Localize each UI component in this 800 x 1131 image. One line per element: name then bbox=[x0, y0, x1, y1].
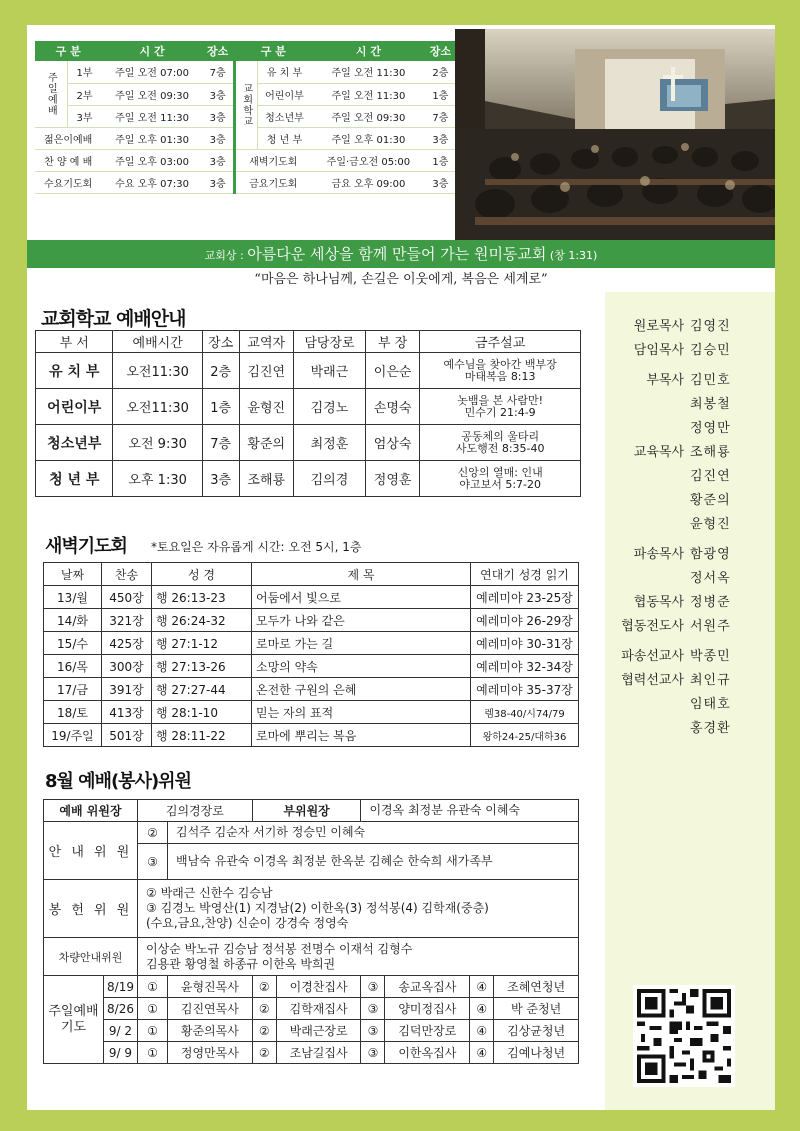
date: 16/목 bbox=[44, 655, 102, 678]
mark: ① bbox=[138, 976, 168, 998]
subject: 어둠에서 빛으로 bbox=[252, 586, 471, 609]
reading: 예레미야 30-31장 bbox=[471, 632, 579, 655]
staff-name: 김영진 bbox=[690, 319, 731, 334]
elder: 최정훈 bbox=[293, 425, 365, 461]
hymn: 300장 bbox=[102, 655, 152, 678]
room: 3층 bbox=[203, 83, 234, 105]
subject: 온전한 구원의 은혜 bbox=[252, 678, 471, 701]
staff-title bbox=[605, 465, 690, 489]
committee-table bbox=[43, 799, 579, 1064]
banner-prefix: 교회상 : bbox=[204, 249, 248, 262]
head: 손명숙 bbox=[365, 389, 419, 425]
col-time: 시 간 bbox=[101, 41, 202, 61]
time: 오전 9:30 bbox=[113, 425, 202, 461]
prayer-1: 황준의목사 bbox=[168, 1020, 253, 1042]
staff-name: 조해룡 bbox=[690, 445, 731, 460]
staff-title bbox=[605, 717, 690, 741]
subject: 모두가 나와 같은 bbox=[252, 609, 471, 632]
staff-name: 정서옥 bbox=[690, 571, 731, 586]
part: 금요기도회 bbox=[234, 171, 311, 193]
time: 주일 오전 11:30 bbox=[101, 105, 202, 127]
subject: 믿는 자의 표적 bbox=[252, 701, 471, 724]
col-head: 부 장 bbox=[365, 331, 419, 353]
part: 어린이부 bbox=[257, 83, 311, 105]
banner-reference: (창 1:31) bbox=[546, 249, 598, 262]
staff-row bbox=[605, 339, 775, 363]
col-sermon: 금주설교 bbox=[420, 331, 581, 353]
col-room-2: 장소 bbox=[426, 41, 455, 61]
church-motto: “마음은 하나님께, 손길은 이웃에게, 복음은 세계로” bbox=[254, 272, 548, 287]
room: 1층 bbox=[426, 149, 455, 171]
date: 17/금 bbox=[44, 678, 102, 701]
table-row bbox=[44, 609, 579, 632]
staff-title: 담임목사 bbox=[633, 343, 684, 358]
reading: 렘38-40/시74/79 bbox=[471, 701, 579, 724]
table-row bbox=[44, 998, 579, 1020]
mark: ③ bbox=[361, 998, 385, 1020]
time: 주일 오후 03:00 bbox=[101, 149, 202, 171]
staff-row bbox=[605, 669, 775, 693]
offering-label: 봉 헌 위 원 bbox=[44, 880, 138, 938]
time: 주일 오전 11:30 bbox=[311, 83, 426, 105]
staff-row bbox=[605, 645, 775, 669]
sermon bbox=[420, 425, 581, 461]
mark: ① bbox=[138, 1042, 168, 1064]
pastor: 김진연 bbox=[239, 353, 293, 389]
col-room: 장소 bbox=[203, 41, 234, 61]
staff-title bbox=[605, 513, 690, 537]
bible: 행 28:11-22 bbox=[152, 724, 252, 747]
sermon-passage: 민수기 21:4-9 bbox=[464, 405, 536, 419]
table-row bbox=[44, 1042, 579, 1064]
banner-text: 아름다운 세상을 함께 만들어 가는 원미동교회 bbox=[247, 245, 547, 263]
col-subject: 제 목 bbox=[252, 563, 471, 586]
staff-name: 홍경환 bbox=[690, 721, 731, 736]
staff-title: 파송선교사 bbox=[621, 649, 684, 664]
subject: 소망의 약속 bbox=[252, 655, 471, 678]
staff-row bbox=[605, 315, 775, 339]
table-row bbox=[35, 149, 455, 171]
staff-name: 박종민 bbox=[690, 649, 731, 664]
staff-title bbox=[605, 489, 690, 513]
staff-row bbox=[605, 465, 775, 489]
prayer-date: 9/ 2 bbox=[104, 1020, 138, 1042]
prayer-2: 박래근장로 bbox=[276, 1020, 361, 1042]
room: 7층 bbox=[202, 425, 239, 461]
hymn: 425장 bbox=[102, 632, 152, 655]
part: 청소년부 bbox=[257, 105, 311, 127]
part: 청 년 부 bbox=[257, 127, 311, 149]
time: 주일 오전 09:30 bbox=[101, 83, 202, 105]
service-schedule-table bbox=[35, 41, 455, 194]
sermon-title: 놋뱀을 본 사람만! bbox=[457, 393, 544, 407]
reading: 예레미야 35-37장 bbox=[471, 678, 579, 701]
mark: ③ bbox=[361, 1020, 385, 1042]
prayer-3: 이한옥집사 bbox=[385, 1042, 470, 1064]
time: 주일 오전 09:30 bbox=[311, 105, 426, 127]
staff-name: 김진연 bbox=[690, 469, 731, 484]
table-row bbox=[44, 586, 579, 609]
bible: 행 27:13-26 bbox=[152, 655, 252, 678]
room: 1층 bbox=[426, 83, 455, 105]
mark: ④ bbox=[470, 1042, 494, 1064]
prayer-4: 조혜연청년 bbox=[494, 976, 579, 998]
mark: ④ bbox=[470, 998, 494, 1020]
bible: 행 27:27-44 bbox=[152, 678, 252, 701]
mark: ③ bbox=[361, 1042, 385, 1064]
col-date: 날짜 bbox=[44, 563, 102, 586]
car-names bbox=[138, 938, 579, 976]
pastor: 황준의 bbox=[239, 425, 293, 461]
col-time: 예배시간 bbox=[113, 331, 202, 353]
prayer-3: 양미정집사 bbox=[385, 998, 470, 1020]
room: 3층 bbox=[203, 171, 234, 193]
time: 오전11:30 bbox=[113, 389, 202, 425]
staff-row bbox=[605, 543, 775, 567]
sermon-title: 공동체의 울타리 bbox=[461, 429, 540, 443]
elder: 김경노 bbox=[293, 389, 365, 425]
hymn: 413장 bbox=[102, 701, 152, 724]
staff-title: 협력선교사 bbox=[621, 673, 684, 688]
col-bible: 성 경 bbox=[152, 563, 252, 586]
committee-section-title: 8월 예배(봉사)위원 bbox=[45, 771, 191, 792]
table-row bbox=[36, 425, 581, 461]
mark: ② bbox=[252, 998, 276, 1020]
staff-row bbox=[605, 513, 775, 537]
staff-title: 협동전도사 bbox=[621, 619, 684, 634]
dawn-prayer-table bbox=[43, 562, 579, 747]
date: 15/수 bbox=[44, 632, 102, 655]
table-row bbox=[44, 1020, 579, 1042]
staff-row bbox=[605, 567, 775, 591]
school-section-title: 교회학교 예배안내 bbox=[41, 308, 186, 330]
group-label: 주일예배 bbox=[35, 61, 67, 127]
date: 14/화 bbox=[44, 609, 102, 632]
sanctuary-photo bbox=[455, 29, 775, 240]
table-row bbox=[44, 632, 579, 655]
school-worship-table bbox=[35, 330, 581, 497]
staff-row bbox=[605, 441, 775, 465]
elder: 박래근 bbox=[293, 353, 365, 389]
prayer-4: 김상균청년 bbox=[494, 1020, 579, 1042]
prayer-4: 박 준청년 bbox=[494, 998, 579, 1020]
part: 새벽기도회 bbox=[234, 149, 311, 171]
time: 오후 1:30 bbox=[113, 461, 202, 497]
pastor: 윤형진 bbox=[239, 389, 293, 425]
sermon bbox=[420, 353, 581, 389]
col-elder: 담당장로 bbox=[293, 331, 365, 353]
staff-row bbox=[605, 393, 775, 417]
hymn: 321장 bbox=[102, 609, 152, 632]
bible: 행 26:13-23 bbox=[152, 586, 252, 609]
staff-name: 정병준 bbox=[690, 595, 731, 610]
prayer-2: 이경찬집사 bbox=[276, 976, 361, 998]
bible: 행 27:1-12 bbox=[152, 632, 252, 655]
reading: 예레미야 23-25장 bbox=[471, 586, 579, 609]
prayer-date: 8/19 bbox=[104, 976, 138, 998]
time: 금요 오후 09:00 bbox=[311, 171, 426, 193]
staff-title: 부목사 bbox=[646, 373, 684, 388]
chair-name: 김의경장로 bbox=[138, 800, 253, 822]
staff-title bbox=[605, 393, 690, 417]
part: 3부 bbox=[67, 105, 101, 127]
mark: ② bbox=[252, 1042, 276, 1064]
guide-names: 김석주 김순자 서기하 정승민 이혜숙 bbox=[168, 822, 579, 844]
reading: 예레미야 32-34장 bbox=[471, 655, 579, 678]
qr-code-icon[interactable] bbox=[633, 985, 735, 1087]
staff-name: 김민호 bbox=[690, 373, 731, 388]
staff-row bbox=[605, 615, 775, 639]
head: 이은순 bbox=[365, 353, 419, 389]
table-row bbox=[36, 461, 581, 497]
room: 2층 bbox=[426, 61, 455, 83]
dept: 유 치 부 bbox=[36, 353, 113, 389]
offering-line: ② 박래근 신한수 김승남 bbox=[146, 886, 273, 900]
prayer-4: 김예나청년 bbox=[494, 1042, 579, 1064]
prayer-2: 조남길집사 bbox=[276, 1042, 361, 1064]
mark: ④ bbox=[470, 1020, 494, 1042]
table-row bbox=[44, 800, 579, 822]
time: 주일·금오전 05:00 bbox=[311, 149, 426, 171]
staff-name: 윤형진 bbox=[690, 517, 731, 532]
staff-name: 함광영 bbox=[690, 547, 731, 562]
time: 주일 오후 01:30 bbox=[311, 127, 426, 149]
dawn-note: *토요일은 자유롭게 시간: 오전 5시, 1층 bbox=[151, 540, 362, 554]
subject: 로마로 가는 길 bbox=[252, 632, 471, 655]
table-row bbox=[44, 701, 579, 724]
staff-row bbox=[605, 693, 775, 717]
bible: 행 28:1-10 bbox=[152, 701, 252, 724]
bible: 행 26:24-32 bbox=[152, 609, 252, 632]
prayer-1: 김진연목사 bbox=[168, 998, 253, 1020]
table-row bbox=[36, 353, 581, 389]
prayer-3: 김덕만장로 bbox=[385, 1020, 470, 1042]
room: 3층 bbox=[426, 171, 455, 193]
time: 주일 오전 07:00 bbox=[101, 61, 202, 83]
staff-name: 김승민 bbox=[690, 343, 731, 358]
room: 7층 bbox=[203, 61, 234, 83]
head: 엄상숙 bbox=[365, 425, 419, 461]
col-time-2: 시 간 bbox=[311, 41, 426, 61]
prayer-1: 윤형진목사 bbox=[168, 976, 253, 998]
table-row bbox=[44, 655, 579, 678]
prayer-date: 8/26 bbox=[104, 998, 138, 1020]
part: 수요기도회 bbox=[35, 171, 101, 193]
staff-title bbox=[605, 417, 690, 441]
dawn-section-title: 새벽기도회 bbox=[45, 536, 127, 557]
prayer-date: 9/ 9 bbox=[104, 1042, 138, 1064]
chair-label: 예배 위원장 bbox=[44, 800, 138, 822]
mark: ② bbox=[252, 1020, 276, 1042]
time: 주일 오후 01:30 bbox=[101, 127, 202, 149]
staff-name: 황준의 bbox=[690, 493, 731, 508]
dept: 청소년부 bbox=[36, 425, 113, 461]
room: 3층 bbox=[203, 127, 234, 149]
sermon bbox=[420, 389, 581, 425]
vice-names: 이경옥 최정분 유관숙 이혜숙 bbox=[361, 800, 579, 822]
date: 18/토 bbox=[44, 701, 102, 724]
top-section bbox=[27, 25, 775, 240]
table-header-row bbox=[36, 331, 581, 353]
mark: ② bbox=[252, 976, 276, 998]
staff-row bbox=[605, 717, 775, 741]
prayer-label: 주일예배기도 bbox=[44, 976, 104, 1064]
sermon-title: 신앙의 열매: 인내 bbox=[457, 465, 543, 479]
part: 2부 bbox=[67, 83, 101, 105]
time: 수요 오후 07:30 bbox=[101, 171, 202, 193]
table-row bbox=[44, 938, 579, 976]
staff-list bbox=[605, 315, 775, 741]
sermon-passage: 야고보서 5:7-20 bbox=[459, 477, 541, 491]
prayer-1: 정영만목사 bbox=[168, 1042, 253, 1064]
prayer-3: 송교옥집사 bbox=[385, 976, 470, 998]
staff-title: 협동목사 bbox=[633, 595, 684, 610]
hymn: 391장 bbox=[102, 678, 152, 701]
col-division-2: 구 분 bbox=[234, 41, 311, 61]
table-row bbox=[44, 880, 579, 938]
col-division: 구 분 bbox=[35, 41, 101, 61]
staff-title bbox=[605, 693, 690, 717]
mark: ③ bbox=[361, 976, 385, 998]
staff-title: 교육목사 bbox=[633, 445, 684, 460]
hymn: 450장 bbox=[102, 586, 152, 609]
col-reading: 연대기 성경 읽기 bbox=[471, 563, 579, 586]
room: 2층 bbox=[202, 353, 239, 389]
col-dept: 부 서 bbox=[36, 331, 113, 353]
part: 1부 bbox=[67, 61, 101, 83]
room: 3층 bbox=[426, 127, 455, 149]
table-row bbox=[35, 171, 455, 193]
elder: 김의경 bbox=[293, 461, 365, 497]
church-vision-banner bbox=[27, 240, 775, 268]
sermon-title: 예수님을 찾아간 백부장 bbox=[443, 357, 557, 371]
round-mark: ② bbox=[138, 822, 168, 844]
reading: 왕하24-25/대하36 bbox=[471, 724, 579, 747]
table-row bbox=[35, 61, 455, 83]
time: 오전11:30 bbox=[113, 353, 202, 389]
staff-title: 원로목사 bbox=[633, 319, 684, 334]
date: 13/월 bbox=[44, 586, 102, 609]
sermon bbox=[420, 461, 581, 497]
table-row bbox=[44, 724, 579, 747]
reading: 예레미야 26-29장 bbox=[471, 609, 579, 632]
staff-row bbox=[605, 417, 775, 441]
table-row bbox=[44, 976, 579, 998]
part: 찬 양 예 배 bbox=[35, 149, 101, 171]
part: 유 치 부 bbox=[257, 61, 311, 83]
time: 주일 오전 11:30 bbox=[311, 61, 426, 83]
offering-line: ③ 김경노 박영산(1) 지경남(2) 이한옥(3) 정석봉(4) 김학재(중층) bbox=[146, 901, 489, 915]
bulletin-page bbox=[27, 25, 775, 1110]
room: 3층 bbox=[203, 149, 234, 171]
mark: ① bbox=[138, 998, 168, 1020]
sermon-passage: 사도행전 8:35-40 bbox=[455, 441, 545, 455]
car-line: 이상순 박노규 김승남 정석봉 전명수 이재석 김형수 bbox=[146, 941, 413, 956]
offering-line: (수요,금요,찬양) 신순이 강경숙 정영숙 bbox=[146, 916, 349, 930]
guide-names: 백남숙 유관숙 이경옥 최정분 한옥분 김혜순 한숙희 새가족부 bbox=[168, 844, 579, 880]
staff-title: 파송목사 bbox=[633, 547, 684, 562]
staff-row bbox=[605, 489, 775, 513]
col-hymn: 찬송 bbox=[102, 563, 152, 586]
room: 7층 bbox=[426, 105, 455, 127]
table-row bbox=[44, 678, 579, 701]
mark: ④ bbox=[470, 976, 494, 998]
guide-label: 안 내 위 원 bbox=[44, 822, 138, 880]
room: 3층 bbox=[203, 105, 234, 127]
staff-name: 최봉철 bbox=[690, 397, 731, 412]
prayer-2: 김학재집사 bbox=[276, 998, 361, 1020]
room: 1층 bbox=[202, 389, 239, 425]
group-label-2: 교회학교 bbox=[234, 61, 257, 149]
staff-name: 임태호 bbox=[690, 697, 731, 712]
date: 19/주일 bbox=[44, 724, 102, 747]
staff-name: 서원주 bbox=[690, 619, 731, 634]
car-line: 김용관 황영철 하종규 이한옥 박희권 bbox=[146, 956, 336, 971]
staff-name: 최인규 bbox=[690, 673, 731, 688]
mark: ① bbox=[138, 1020, 168, 1042]
round-mark: ③ bbox=[138, 844, 168, 880]
col-room: 장소 bbox=[202, 331, 239, 353]
col-pastor: 교역자 bbox=[239, 331, 293, 353]
car-label: 차량안내위원 bbox=[44, 938, 138, 976]
table-row bbox=[44, 822, 579, 844]
staff-row bbox=[605, 369, 775, 393]
table-row bbox=[36, 389, 581, 425]
offering-names bbox=[138, 880, 579, 938]
hymn: 501장 bbox=[102, 724, 152, 747]
dept: 청 년 부 bbox=[36, 461, 113, 497]
dept: 어린이부 bbox=[36, 389, 113, 425]
vice-label: 부위원장 bbox=[252, 800, 361, 822]
head: 정영훈 bbox=[365, 461, 419, 497]
room: 3층 bbox=[202, 461, 239, 497]
sermon-passage: 마태복음 8:13 bbox=[464, 369, 536, 383]
table-header-row bbox=[44, 563, 579, 586]
part: 젊은이예배 bbox=[35, 127, 101, 149]
pastor: 조해룡 bbox=[239, 461, 293, 497]
staff-title bbox=[605, 567, 690, 591]
subject: 로마에 뿌리는 복음 bbox=[252, 724, 471, 747]
staff-name: 정영만 bbox=[690, 421, 731, 436]
staff-row bbox=[605, 591, 775, 615]
